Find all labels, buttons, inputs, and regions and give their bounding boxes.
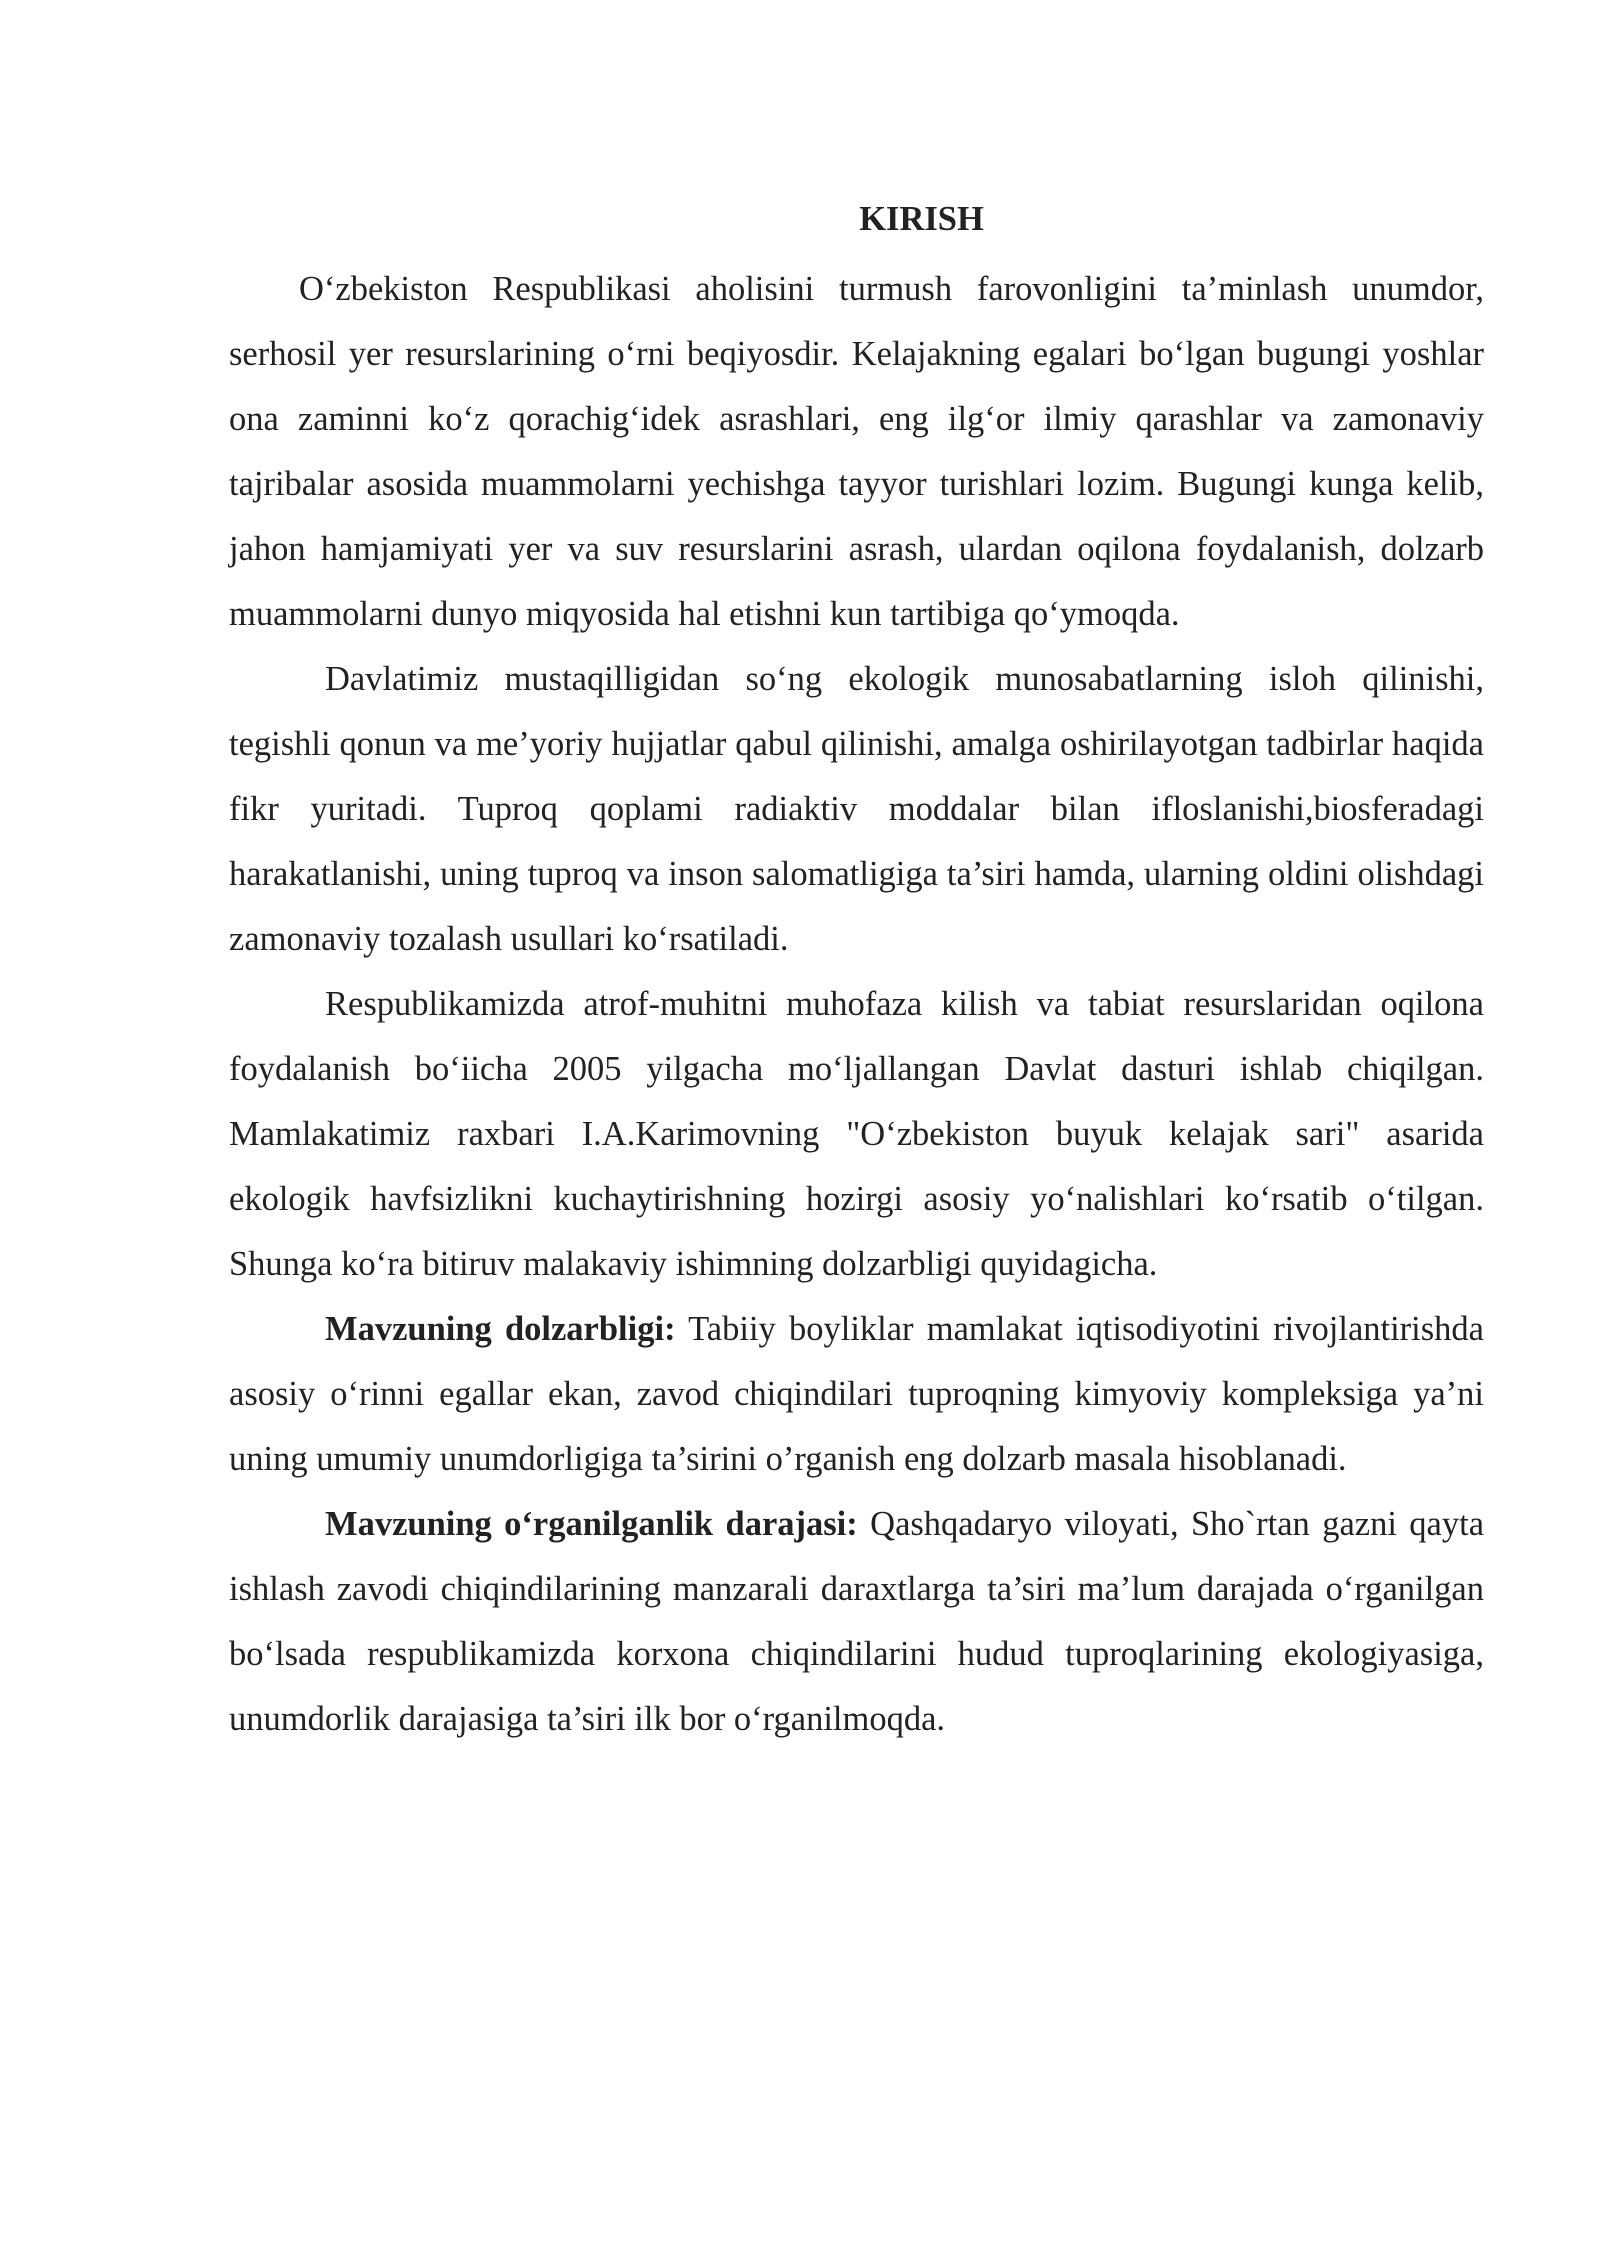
- paragraph-5: [229, 1492, 1484, 1752]
- document-body: [229, 187, 1484, 1752]
- paragraph-3: [229, 972, 1484, 1297]
- page-title: KIRISH: [859, 200, 984, 238]
- paragraph-text: Qashqadaryo viloyati, Sho`rtan gazni qayta ishlash zavodi chiqindilarining manzarali daraxtlarga ta’siri ma’lum darajada o‘rganilgan bo‘lsada respublikamizda korxona chiqindilarini hudud tuproqlarining ekologiyasiga, unumdorlik darajasiga ta’siri ilk bor o‘rganilmoqda.: [229, 1505, 1485, 1738]
- paragraph-1: [229, 257, 1484, 647]
- paragraph-lead-heading: Mavzuning dolzarbligi:: [325, 1310, 676, 1348]
- paragraph-text: O‘zbekiston Respublikasi aholisini turmush farovonligini ta’minlash unumdor, serhosil yer resurslarining o‘rni beqiyosdir. Kelajakning egalari bo‘lgan bugungi yoshlar ona zaminni ko‘z qorachig‘idek asrashlari, eng ilg‘or ilmiy qarashlar va zamonaviy tajribalar asosida muammolarni yechishga tayyor turishlari lozim. Bugungi kunga kelib, jahon hamjamiyati yer va suv resurslarini asrash, ulardan oqilona foydalanish, dolzarb muammolarni dunyo miqyosida hal etishni kun tartibiga qo‘ymoqda.: [229, 270, 1484, 633]
- paragraph-2: [229, 647, 1484, 972]
- paragraph-lead-heading: Mavzuning o‘rganilganlik darajasi:: [325, 1505, 858, 1543]
- paragraph-4: [229, 1297, 1484, 1492]
- paragraph-text: Davlatimiz mustaqilligidan so‘ng ekologik munosabatlarning isloh qilinishi, tegishli qonun va me’yoriy hujjatlar qabul qilinishi, amalga oshirilayotgan tadbirlar haqida fikr yuritadi. Tuproq qoplami radiaktiv moddalar bilan ifloslanishi,biosferadagi harakatlanishi, uning tuproq va inson salomatligiga ta’siri hamda, ularning oldini olishdagi zamonaviy tozalash usullari ko‘rsatiladi.: [229, 660, 1484, 958]
- paragraph-text: Tabiiy boyliklar mamlakat iqtisodiyotini rivojlantirishda asosiy o‘rinni egallar ekan, zavod chiqindilari tuproqning kimyoviy kompleksiga ya’ni uning umumiy unumdorligiga ta’sirini o’rganish eng dolzarb masala hisoblanadi.: [229, 1310, 1484, 1478]
- paragraph-text: Respublikamizda atrof-muhitni muhofaza kilish va tabiat resurslaridan oqilona foydalanish bo‘iicha 2005 yilgacha mo‘ljallangan Davlat dasturi ishlab chiqilgan. Mamlakatimiz raxbari I.A.Karimovning "O‘zbekiston buyuk kelajak sari" asarida ekologik havfsizlikni kuchaytirishning hozirgi asosiy yo‘nalishlari ko‘rsatib o‘tilgan. Shunga ko‘ra bitiruv malakaviy ishimning dolzarbligi quyidagicha.: [229, 985, 1484, 1283]
